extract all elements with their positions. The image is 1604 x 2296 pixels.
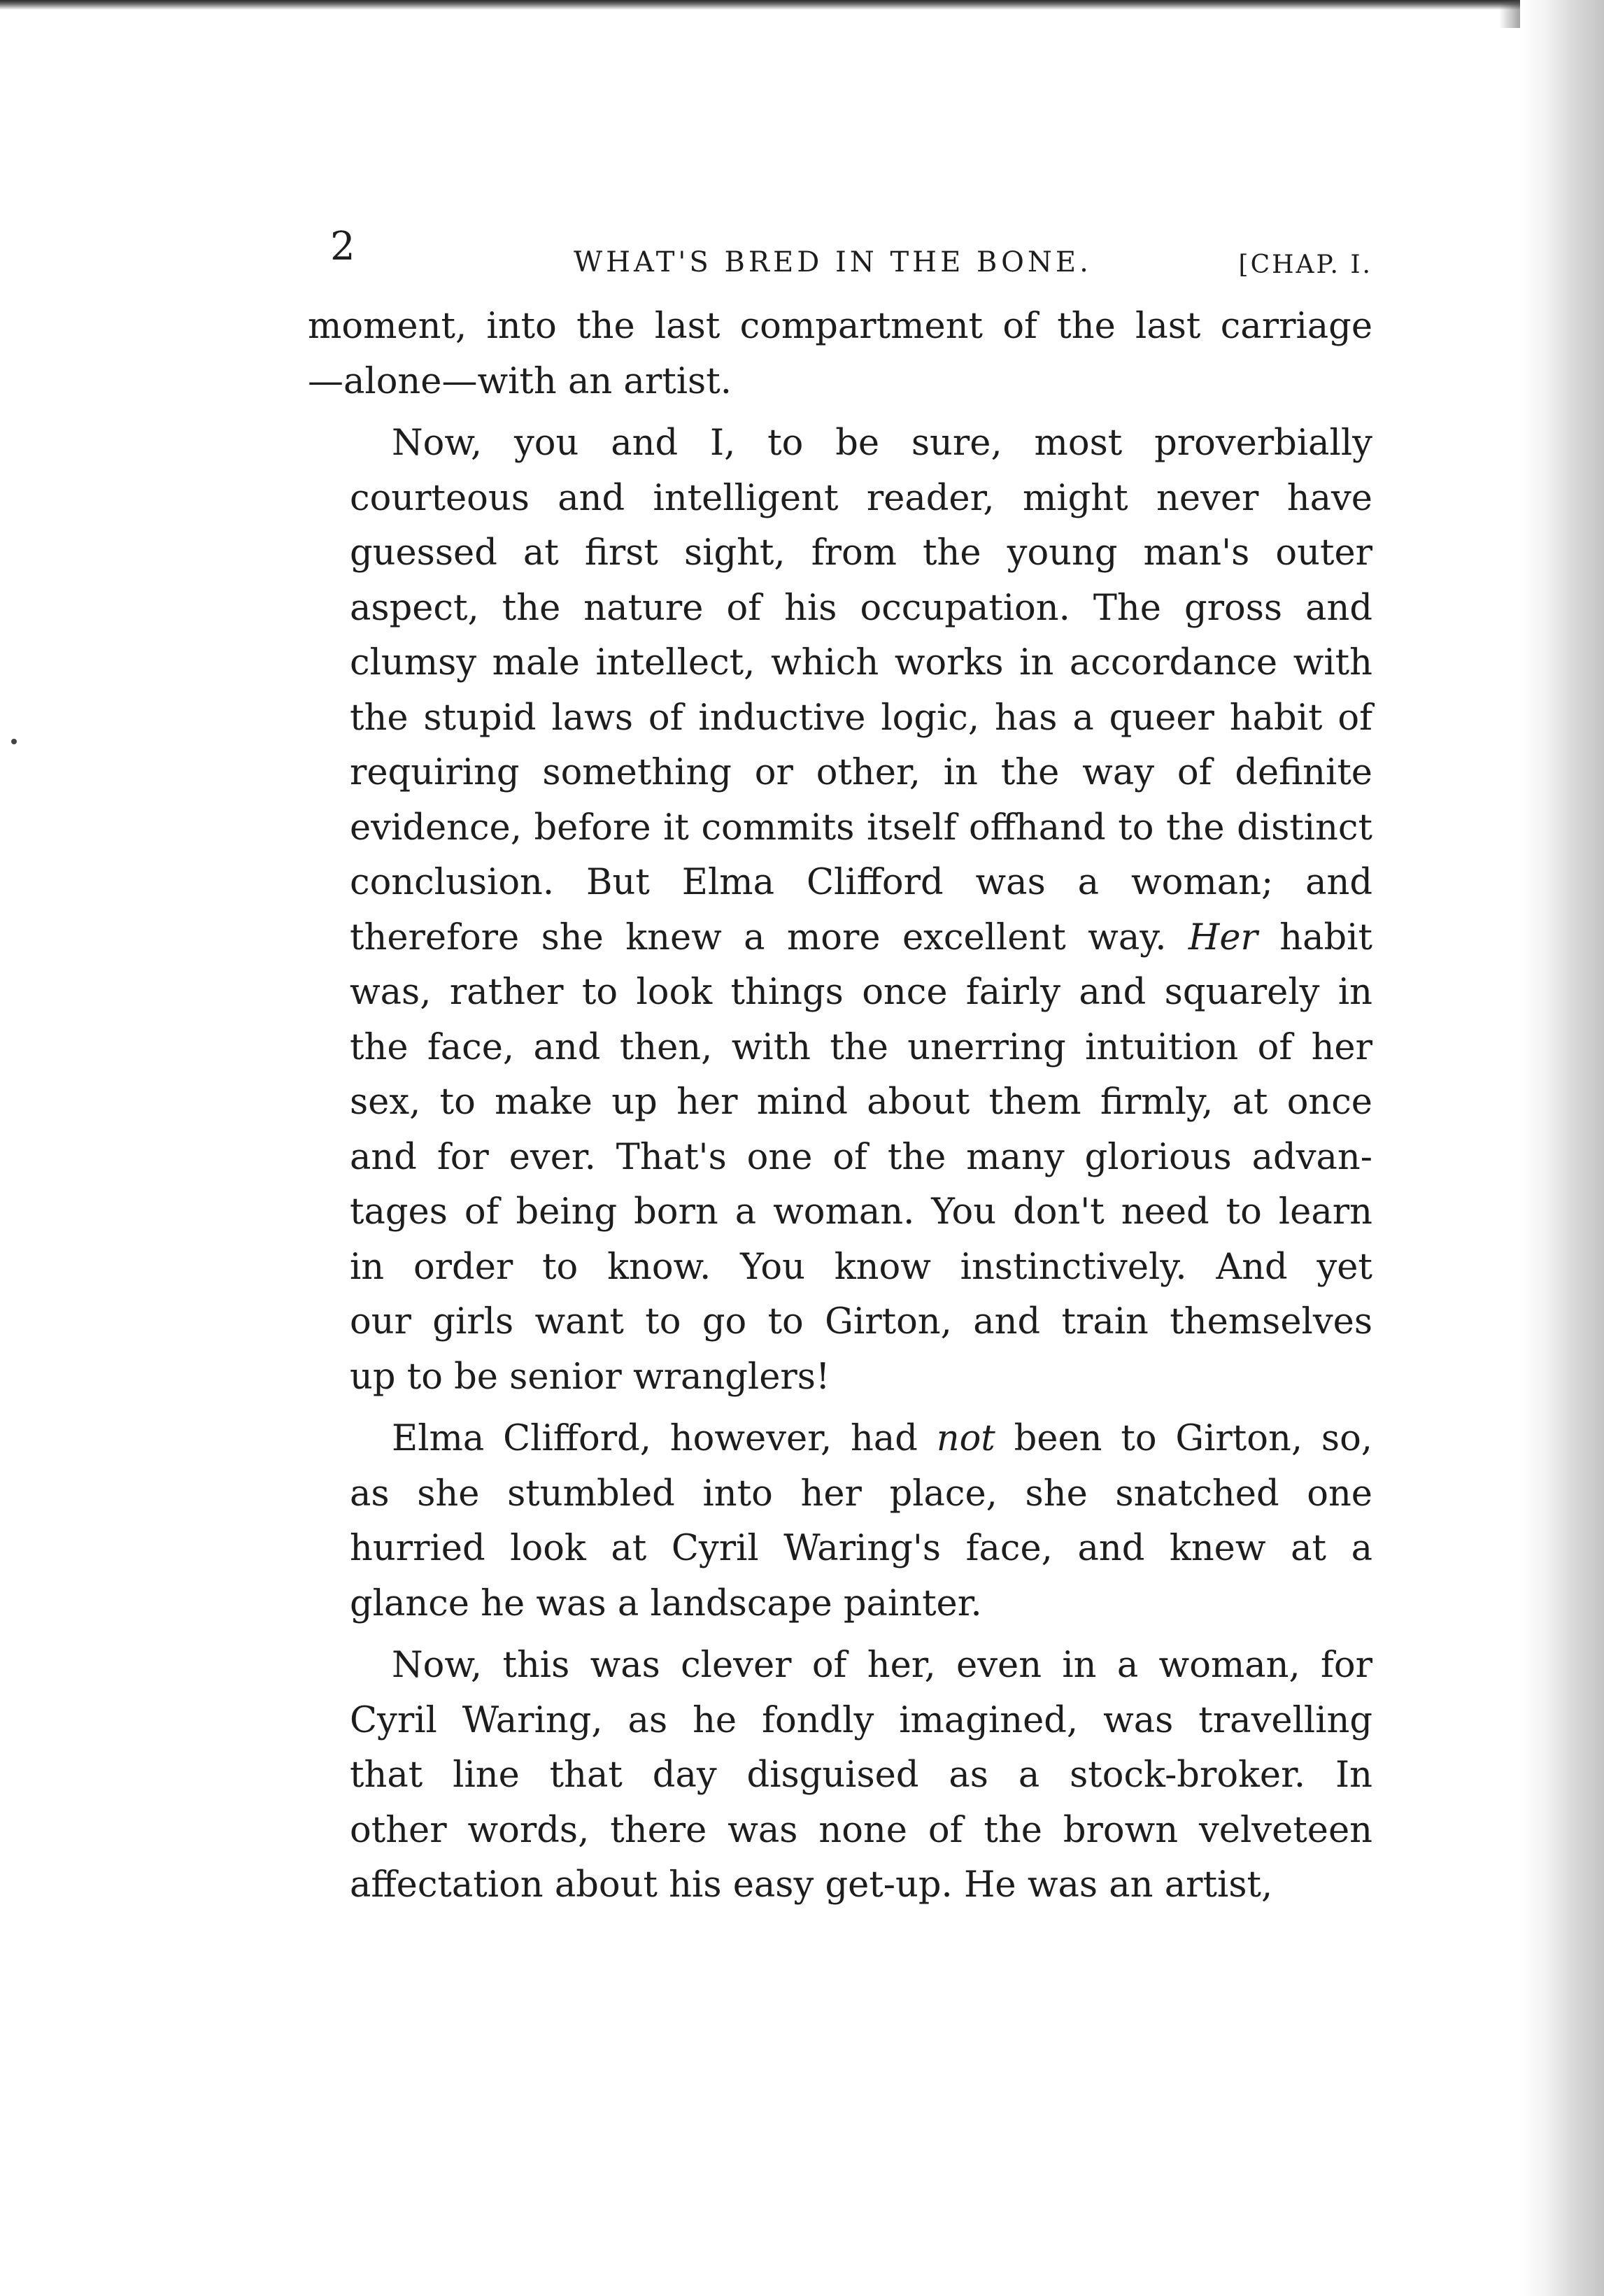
- text-line: guessed at first sight, from the young man's outer: [350, 532, 1372, 574]
- text-line: therefore she knew a more excellent way. Her habit: [350, 916, 1372, 958]
- text-line: —alone—with an artist.: [308, 360, 732, 402]
- paragraph-gap: [308, 1405, 1372, 1412]
- paragraph: [308, 299, 1372, 409]
- paragraph-gap: [308, 1631, 1372, 1638]
- text-line: sex, to make up her mind about them firmly, at once: [350, 1082, 1372, 1123]
- body-text: [308, 299, 1372, 1913]
- text-line: as she stumbled into her place, she snatched one: [350, 1473, 1372, 1515]
- text-line: affectation about his easy get-up. He was an artist,: [350, 1864, 1273, 1906]
- text-line: that line that day disguised as a stock-broker. In: [350, 1755, 1372, 1796]
- text-line: Now, you and I, to be sure, most proverbially: [392, 423, 1372, 464]
- text-line: our girls want to go to Girton, and train themselves: [350, 1301, 1372, 1342]
- text-line: up to be senior wranglers!: [350, 1356, 830, 1398]
- chapter-label: [CHAP. I.: [1238, 250, 1372, 279]
- text-line: evidence, before it commits itself offhand to the distinct: [350, 807, 1372, 849]
- text-line: glance he was a landscape painter.: [350, 1582, 982, 1624]
- text-line: was, rather to look things once fairly and squarely in: [350, 972, 1372, 1013]
- text-line: Elma Clifford, however, had not been to Girton, so,: [392, 1418, 1372, 1459]
- text-line: Now, this was clever of her, even in a woman, for: [392, 1645, 1372, 1686]
- text-line: conclusion. But Elma Clifford was a woman; and: [350, 862, 1372, 903]
- text-line: in order to know. You know instinctively. And yet: [350, 1246, 1372, 1288]
- book-page: [308, 222, 1372, 1913]
- text-line: tages of being born a woman. You don't need to learn: [350, 1191, 1372, 1233]
- text-line: moment, into the last compartment of the last carriage: [308, 306, 1372, 347]
- text-line: requiring something or other, in the way of definite: [350, 752, 1372, 793]
- paragraph: [308, 416, 1372, 1405]
- text-line: the face, and then, with the unerring intuition of her: [350, 1026, 1372, 1068]
- page-gutter-shadow: [1520, 0, 1604, 2296]
- text-line: Cyril Waring, as he fondly imagined, was travelling: [350, 1699, 1372, 1741]
- running-head: [308, 222, 1372, 299]
- text-line: courteous and intelligent reader, might never have: [350, 477, 1372, 519]
- paragraph: [308, 1638, 1372, 1913]
- scan-top-edge: [0, 0, 1604, 10]
- text-line: and for ever. That's one of the many glorious advan-: [350, 1136, 1372, 1178]
- text-line: aspect, the nature of his occupation. The gross and: [350, 587, 1372, 629]
- text-line: hurried look at Cyril Waring's face, and knew at a: [350, 1528, 1372, 1569]
- margin-speck: [11, 739, 17, 744]
- paragraph: [308, 1412, 1372, 1631]
- running-title: WHAT'S BRED IN THE BONE.: [574, 246, 1092, 278]
- page-number: 2: [330, 224, 355, 269]
- text-line: clumsy male intellect, which works in accordance with: [350, 642, 1372, 683]
- text-line: the stupid laws of inductive logic, has a queer habit of: [350, 697, 1372, 739]
- paragraph-gap: [308, 409, 1372, 416]
- text-line: other words, there was none of the brown velveteen: [350, 1809, 1372, 1851]
